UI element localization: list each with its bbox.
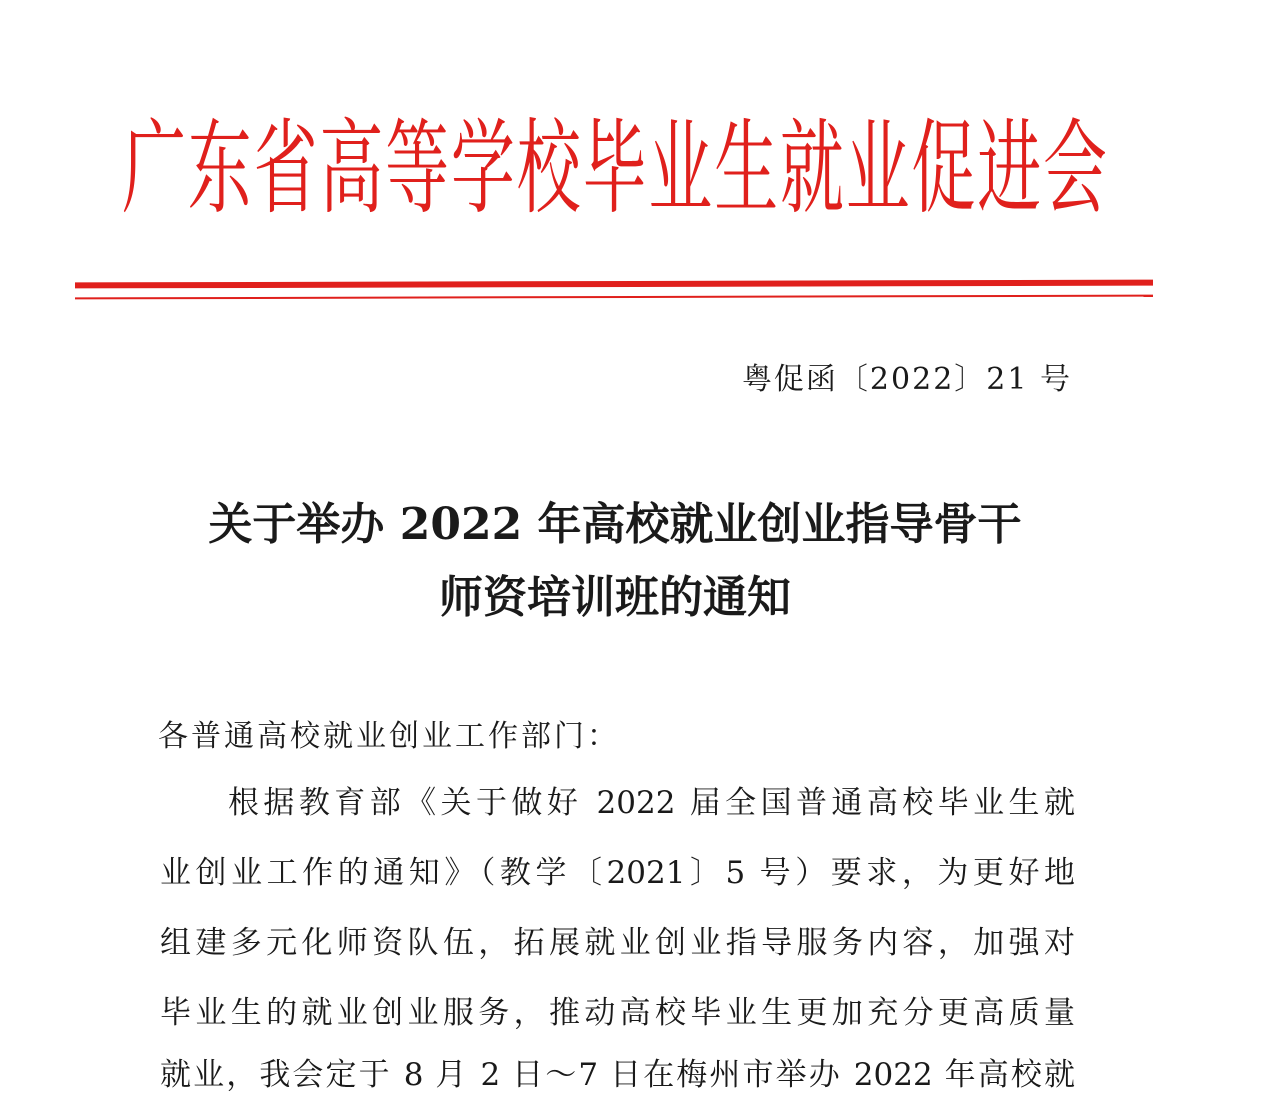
header-divider-thin [75,295,1153,300]
body-line: 毕业生的就业创业服务，推动高校毕业生更加充分更高质量 [160,995,1075,1031]
body-line: 组建多元化师资队伍，拓展就业创业指导服务内容，加强对 [160,925,1075,961]
salutation: 各普通高校就业创业工作部门： [158,719,620,754]
body-line: 根据教育部《关于做好 2022 届全国普通高校毕业生就 [228,785,1075,821]
document-number: 粤促函〔2022〕21 号 [741,362,1072,397]
header-divider-thick [75,280,1153,289]
document-title-line-1: 关于举办 2022 年高校就业创业指导骨干 [208,499,1022,550]
body-line: 业创业工作的通知》（教学〔2021〕5 号）要求，为更好地 [160,855,1075,891]
organization-header: 广东省高等学校毕业生就业促进会 [122,110,1107,230]
document-title-line-2: 师资培训班的通知 [439,572,791,623]
body-line: 就业，我会定于 8 月 2 日～7 日在梅州市举办 2022 年高校就 [160,1057,1075,1093]
